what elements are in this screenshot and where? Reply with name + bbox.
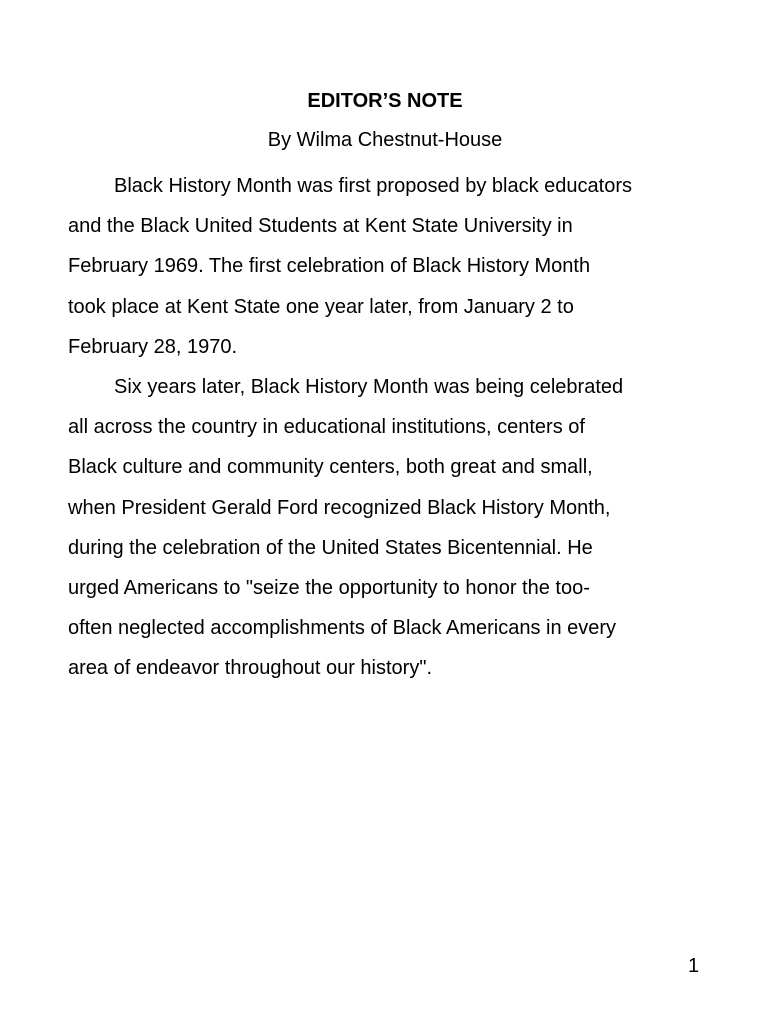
body-text	[68, 166, 708, 689]
paragraph-1: Black History Month was first proposed by black educators and the Black United Students at Kent State University in February 1969. The first celebration of Black History Month took place at Kent State one year later, from January 2 to February 28, 1970.	[68, 175, 632, 358]
document-title: EDITOR’S NOTE	[307, 90, 463, 112]
paragraph-2: Six years later, Black History Month was being celebrated all across the country in educational institutions, centers of Black culture and community centers, both great and small, when President Gerald Ford recognized Black History Month, during the celebration of the United States Bicentennial. He urged Americans to "seize the opportunity to honor the too- often neglected accomplishments of Black Americans in every area of endeavor throughout our history".	[68, 376, 624, 680]
page-number: 1	[688, 955, 700, 977]
author-byline: By Wilma Chestnut-House	[267, 129, 503, 151]
